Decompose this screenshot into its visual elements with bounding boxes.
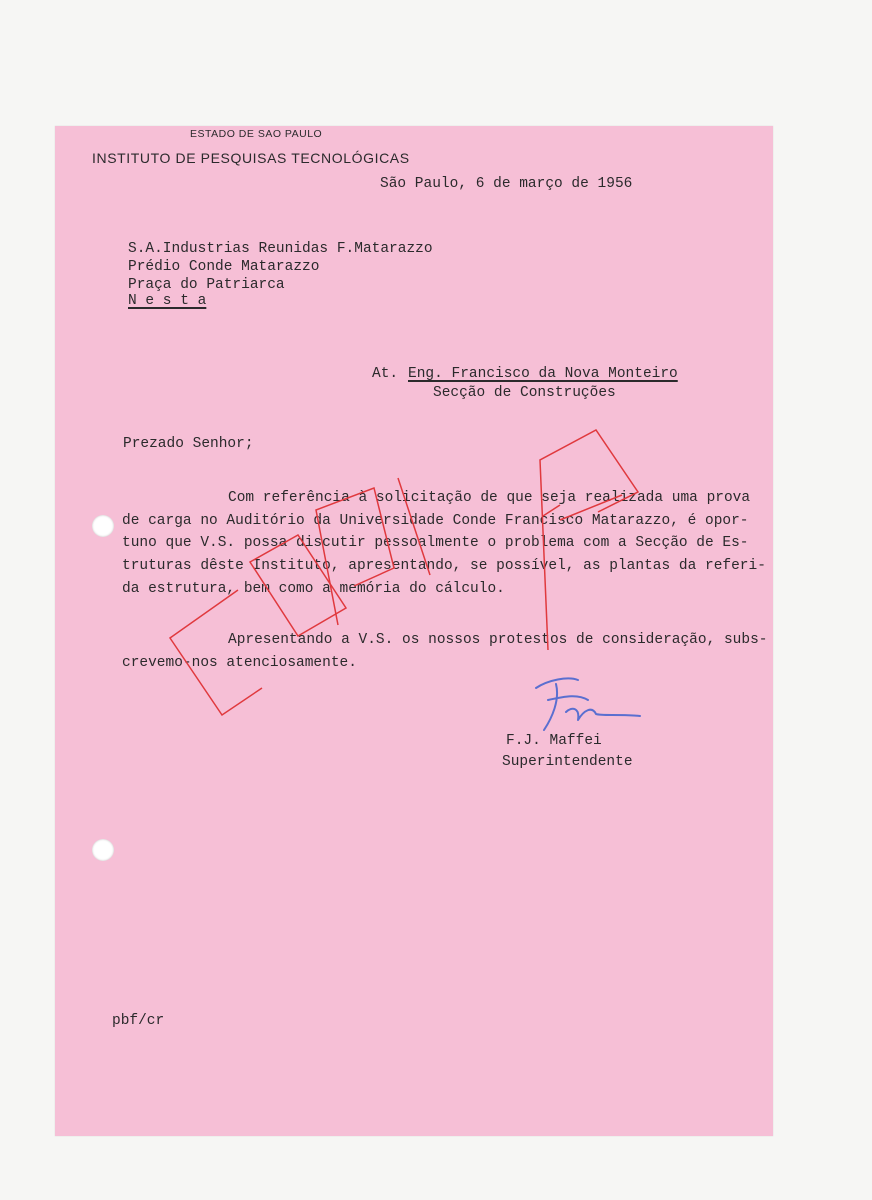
signatory-name: F.J. Maffei: [506, 733, 602, 749]
reference-initials: pbf/cr: [112, 1013, 165, 1029]
addressee-line-2: Prédio Conde Matarazzo: [128, 259, 320, 275]
body-p1-line-1: Com referência à solicitação de que seja realizada uma prova: [228, 490, 751, 506]
body-p1-line-3: tuno que V.S. possa discutir pessoalmente o problema com a Secção de Es-: [122, 535, 749, 551]
body-p1-line-5: da estrutura, bem como a memória do cálculo.: [122, 581, 505, 597]
addressee-line-1: S.A.Industrias Reunidas F.Matarazzo: [128, 241, 433, 257]
attention-name: Eng. Francisco da Nova Monteiro: [408, 366, 678, 382]
body-p2-line-2: crevemo-nos atenciosamente.: [122, 655, 357, 671]
body-p1-line-4: truturas dêste Instituto, apresentando, se possível, as plantas da referi-: [122, 558, 766, 574]
salutation: Prezado Senhor;: [123, 436, 254, 452]
body-p1-line-2: de carga no Auditório da Universidade Conde Francisco Matarazzo, é opor-: [122, 513, 749, 529]
date-line: São Paulo, 6 de março de 1956: [380, 176, 633, 192]
addressee-line-3: Praça do Patriarca: [128, 277, 285, 293]
signatory-title: Superintendente: [502, 754, 633, 770]
addressee-line-4: N e s t a: [128, 293, 207, 309]
attention-department: Secção de Construções: [433, 385, 616, 401]
letterhead-institute: INSTITUTO DE PESQUISAS TECNOLÓGICAS: [92, 150, 410, 166]
body-p2-line-1: Apresentando a V.S. os nossos protestos de consideração, subs-: [228, 632, 768, 648]
letterhead-state: ESTADO DE SAO PAULO: [190, 128, 323, 140]
attention-prefix: At.: [372, 366, 399, 382]
